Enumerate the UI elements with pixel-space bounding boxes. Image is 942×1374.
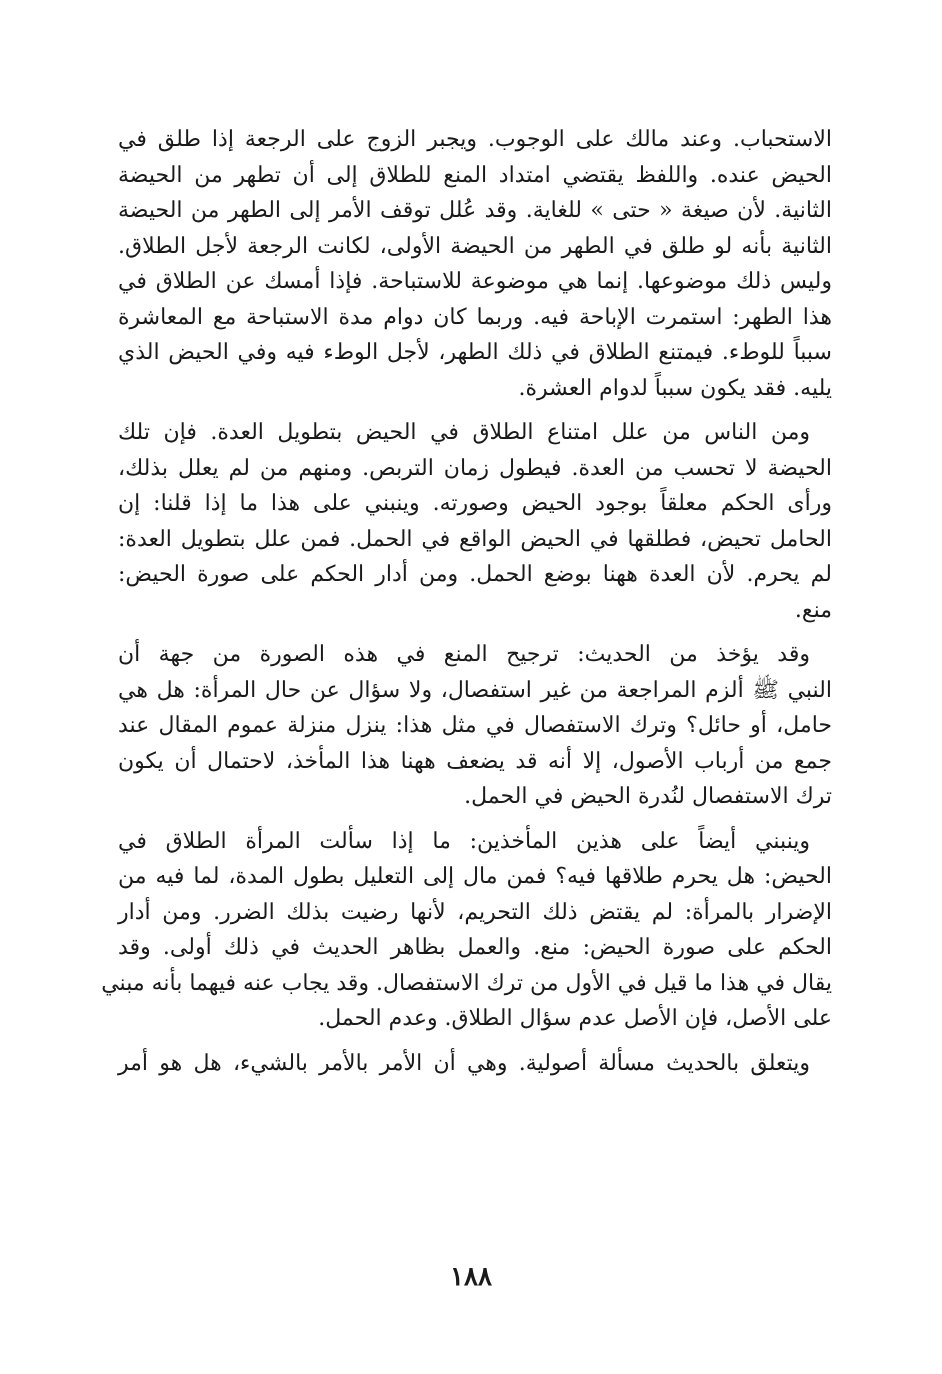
text-line: وينبني أيضاً على هذين المأخذين: ما إذا سألت المرأة الطلاق في <box>118 828 810 854</box>
paragraph-4 <box>101 824 832 1037</box>
paragraph-1 <box>118 122 832 406</box>
text-line: وقد يؤخذ من الحديث: ترجيح المنع في هذه الصورة من جهة أن <box>118 642 810 667</box>
text-line: الحيض عنده. واللفظ يقتضي امتداد المنع للطلاق إلى أن تطهر من الحيضة <box>118 162 832 188</box>
text-line: يليه. فقد يكون سبباً لدوام العشرة. <box>518 375 832 401</box>
text-line: لم يحرم. لأن العدة ههنا بوضع الحمل. ومن أدار الحكم على صورة الحيض: <box>118 562 832 587</box>
text-line: الإضرار بالمرأة: لم يقتض ذلك التحريم، لأنها رضيت بذلك الضرر. ومن أدار <box>118 899 832 925</box>
text-line: الاستحباب. وعند مالك على الوجوب. ويجبر الزوج على الرجعة إذا طلق في <box>118 127 832 152</box>
paragraph-3 <box>118 637 832 815</box>
text-line: الحيض: هل يحرم طلاقها فيه؟ فمن مال إلى التعليل بطول المدة، لما فيه من <box>118 864 832 889</box>
text-line: على الأصل، فإن الأصل عدم سؤال الطلاق. وعدم الحمل. <box>318 1006 832 1031</box>
paragraph-2 <box>118 415 832 628</box>
text-line: جمع من أرباب الأصول، إلا أنه قد يضعف ههنا هذا المأخذ، لاحتمال أن يكون <box>118 748 832 774</box>
text-line: الثانية بأنه لو طلق في الطهر من الحيضة الأولى، لكانت الرجعة لأجل الطلاق. <box>118 233 832 259</box>
text-line: يقال في هذا ما قيل في الأول من ترك الاستفصال. وقد يجاب عنه فيهما بأنه مبني <box>101 970 832 996</box>
text-line: ورأى الحكم معلقاً بوجود الحيض وصورته. وينبني على هذا ما إذا قلنا: إن <box>118 491 832 516</box>
text-line: ويتعلق بالحديث مسألة أصولية. وهي أن الأمر بالأمر بالشيء، هل هو أمر <box>118 1050 810 1076</box>
text-line: ترك الاستفصال لنُدرة الحيض في الحمل. <box>464 784 832 809</box>
text-line: منع. <box>794 597 832 623</box>
text-line: النبي ﷺ ألزم المراجعة من غير استفصال، ولا سؤال عن حال المرأة: هل هي <box>118 677 832 703</box>
text-line: ومن الناس من علل امتناع الطلاق في الحيض بتطويل العدة. فإن تلك <box>118 420 810 445</box>
text-line: الثانية. لأن صيغة « حتى » للغاية. وقد عُلل توقف الأمر إلى الطهر من الحيضة <box>118 198 832 223</box>
paragraph-5 <box>118 1046 832 1082</box>
page-number: ١٨٨ <box>450 1262 492 1292</box>
text-line: الحكم على صورة الحيض: منع. والعمل بظاهر الحديث في ذلك أولى. وقد <box>118 935 832 960</box>
text-line: وليس ذلك موضوعها. إنما هي موضوعة للاستباحة. فإذا أمسك عن الطلاق في <box>118 269 832 294</box>
text-line: الحامل تحيض، فطلقها في الحيض الواقع في الحمل. فمن علل بتطويل العدة: <box>118 526 832 552</box>
text-line: سبباً للوطء. فيمتنع الطلاق في ذلك الطهر، لأجل الوطء فيه وفي الحيض الذي <box>118 340 832 365</box>
page-body <box>101 122 832 1090</box>
text-line: الحيضة لا تحسب من العدة. فيطول زمان التربص. ومنهم من لم يعلل بذلك، <box>118 455 832 481</box>
text-line: حامل، أو حائل؟ وترك الاستفصال في مثل هذا: ينزل منزلة عموم المقال عند <box>118 713 832 738</box>
text-line: هذا الطهر: استمرت الإباحة فيه. وربما كان دوام مدة الاستباحة مع المعاشرة <box>118 304 832 330</box>
